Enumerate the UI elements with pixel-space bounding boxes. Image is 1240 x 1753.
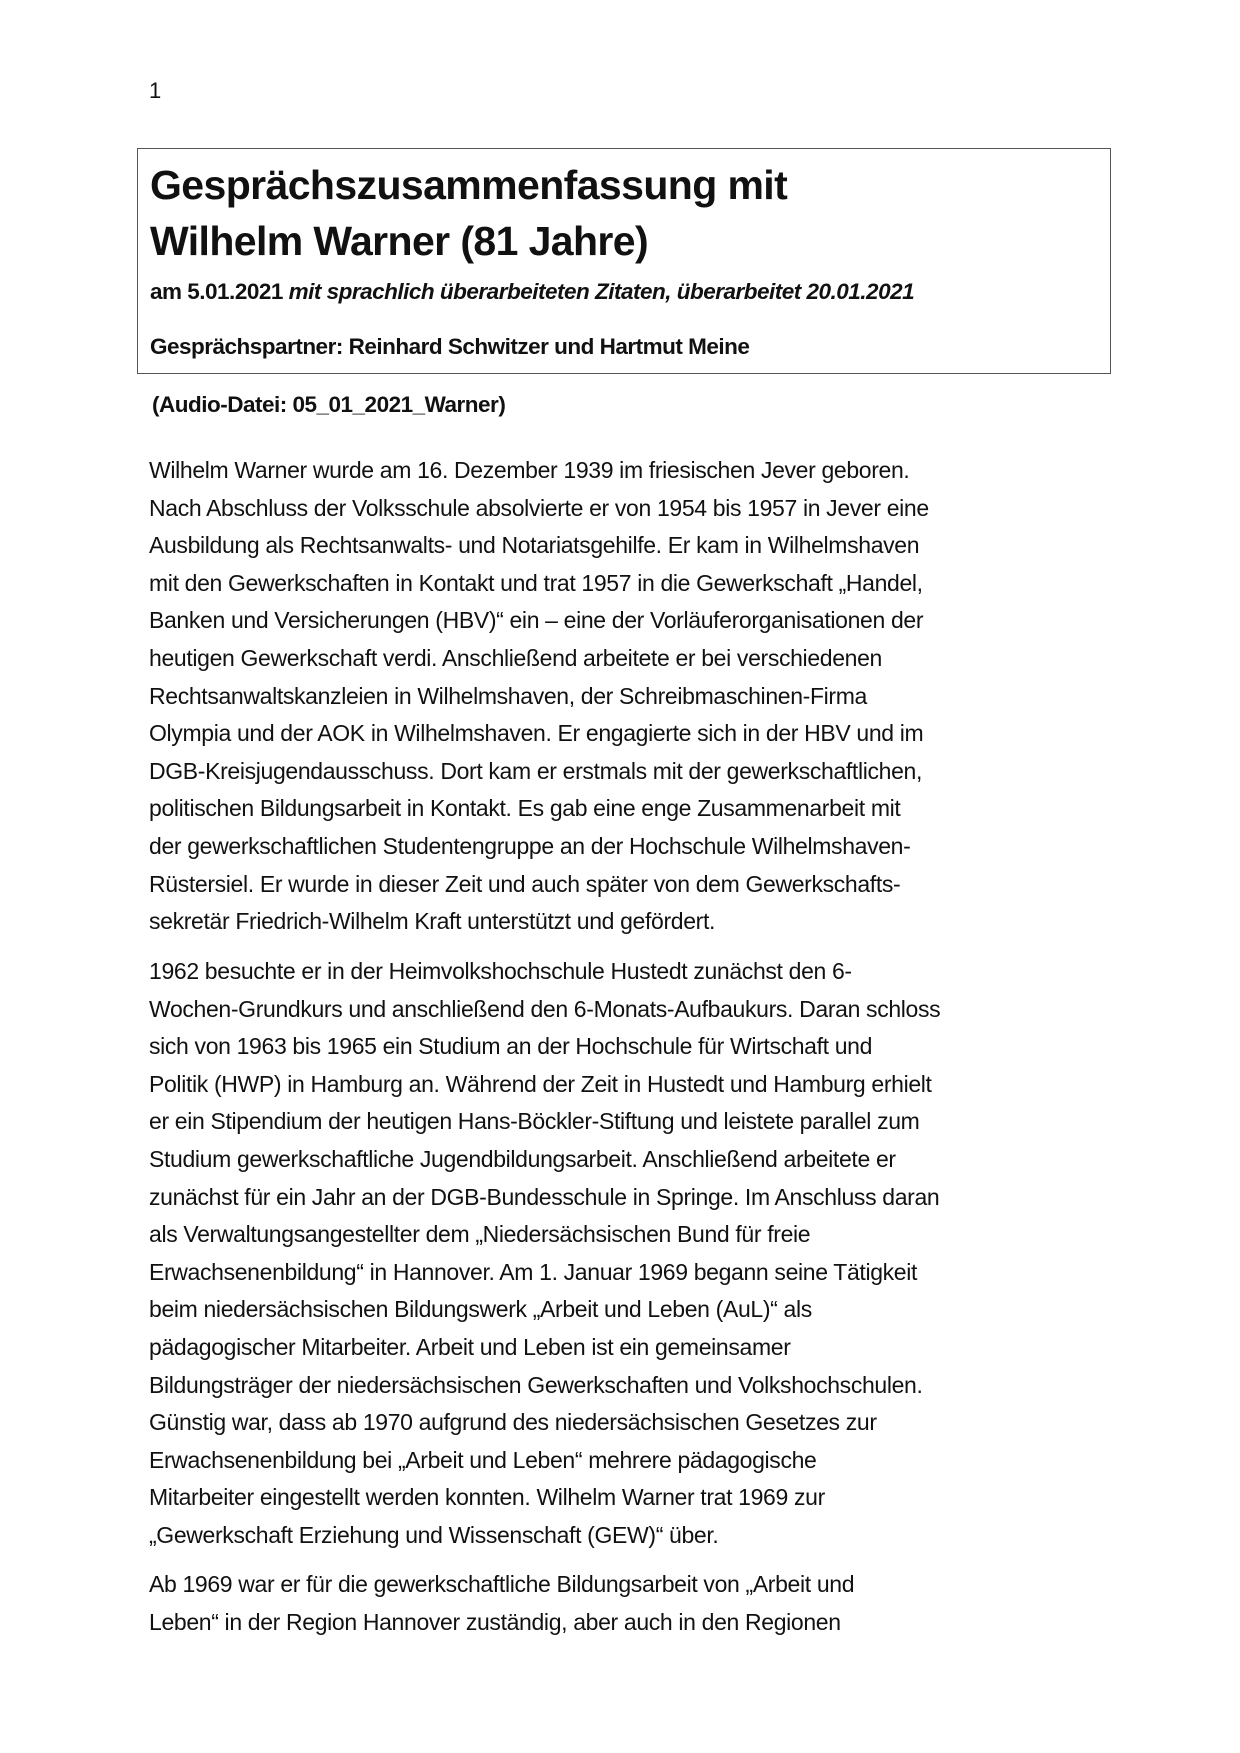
date-line xyxy=(150,279,914,305)
paragraph-line: Erwachsenenbildung bei „Arbeit und Leben“ mehrere pädagogische xyxy=(149,1446,817,1473)
paragraph-line: als Verwaltungsangestellter dem „Niedersächsischen Bund für freie xyxy=(149,1221,811,1248)
paragraph-line: Banken und Versicherungen (HBV)“ ein – eine der Vorläuferorganisationen der xyxy=(149,607,924,634)
paragraph-line: mit den Gewerkschaften in Kontakt und trat 1957 in die Gewerkschaft „Handel, xyxy=(149,569,923,596)
paragraph-line: Rechtsanwaltskanzleien in Wilhelmshaven, der Schreibmaschinen-Firma xyxy=(149,682,867,709)
interview-partners: Gesprächspartner: Reinhard Schwitzer und Hartmut Meine xyxy=(150,334,750,359)
paragraph-line: Günstig war, dass ab 1970 aufgrund des niedersächsischen Gesetzes zur xyxy=(149,1409,877,1436)
paragraph-line: 1962 besuchte er in der Heimvolkshochschule Hustedt zunächst den 6- xyxy=(149,958,852,984)
document-title xyxy=(150,157,787,269)
paragraph-line: sich von 1963 bis 1965 ein Studium an der Hochschule für Wirtschaft und xyxy=(149,1033,873,1060)
paragraph-line: Olympia und der AOK in Wilhelmshaven. Er engagierte sich in der HBV und im xyxy=(149,720,924,747)
date-revision-note: mit sprachlich überarbeiteten Zitaten, überarbeitet 20.01.2021 xyxy=(288,279,915,304)
paragraph-line: Leben“ in der Region Hannover zuständig, aber auch in den Regionen xyxy=(149,1608,841,1635)
title-line-2: Wilhelm Warner (81 Jahre) xyxy=(150,218,649,264)
paragraph-line: Studium gewerkschaftliche Jugendbildungsarbeit. Anschließend arbeitete er xyxy=(149,1145,896,1172)
title-box xyxy=(137,148,1111,374)
paragraph-line: beim niedersächsischen Bildungswerk „Arbeit und Leben (AuL)“ als xyxy=(149,1296,812,1323)
paragraph-line: sekretär Friedrich-Wilhelm Kraft unterstützt und gefördert. xyxy=(149,908,716,935)
paragraph-line: Erwachsenenbildung“ in Hannover. Am 1. Januar 1969 begann seine Tätigkeit xyxy=(149,1258,918,1285)
paragraph-line: heutigen Gewerkschaft verdi. Anschließend arbeitete er bei verschiedenen xyxy=(149,644,882,671)
paragraph-line: DGB-Kreisjugendausschuss. Dort kam er erstmals mit der gewerkschaftlichen, xyxy=(149,757,923,784)
paragraph-line: Nach Abschluss der Volksschule absolvierte er von 1954 bis 1957 in Jever eine xyxy=(149,494,929,521)
paragraph-line: Mitarbeiter eingestellt werden konnten. Wilhelm Warner trat 1969 zur xyxy=(149,1484,825,1511)
title-line-1: Gesprächszusammenfassung mit xyxy=(150,162,788,208)
audio-file-reference: (Audio-Datei: 05_01_2021_Warner) xyxy=(152,392,506,417)
paragraph-line: der gewerkschaftlichen Studentengruppe an der Hochschule Wilhelmshaven- xyxy=(149,832,911,859)
paragraph-line: Wochen-Grundkurs und anschließend den 6-Monats-Aufbaukurs. Daran schloss xyxy=(149,995,941,1022)
paragraph-line: pädagogischer Mitarbeiter. Arbeit und Leben ist ein gemeinsamer xyxy=(149,1333,791,1360)
paragraph-1 xyxy=(149,452,1129,941)
paragraph-line: Rüstersiel. Er wurde in dieser Zeit und auch später von dem Gewerkschafts- xyxy=(149,870,901,897)
page-number: 1 xyxy=(149,78,162,103)
paragraph-line: politischen Bildungsarbeit in Kontakt. Es gab eine enge Zusammenarbeit mit xyxy=(149,795,901,822)
paragraph-line: Bildungsträger der niedersächsischen Gewerkschaften und Volkshochschulen. xyxy=(149,1371,923,1398)
paragraph-line: Ausbildung als Rechtsanwalts- und Notariatsgehilfe. Er kam in Wilhelmshaven xyxy=(149,532,920,559)
paragraph-line: Ab 1969 war er für die gewerkschaftliche Bildungsarbeit von „Arbeit und xyxy=(149,1571,855,1597)
paragraph-line: Politik (HWP) in Hamburg an. Während der Zeit in Hustedt und Hamburg erhielt xyxy=(149,1070,932,1097)
paragraph-line: er ein Stipendium der heutigen Hans-Böckler-Stiftung und leistete parallel zum xyxy=(149,1108,920,1135)
paragraph-3 xyxy=(149,1566,1129,1641)
paragraph-2 xyxy=(149,953,1129,1555)
date-prefix: am 5.01.2021 xyxy=(150,279,289,304)
paragraph-line: „Gewerkschaft Erziehung und Wissenschaft (GEW)“ über. xyxy=(149,1521,719,1548)
paragraph-line: zunächst für ein Jahr an der DGB-Bundesschule in Springe. Im Anschluss daran xyxy=(149,1183,940,1210)
paragraph-line: Wilhelm Warner wurde am 16. Dezember 1939 im friesischen Jever geboren. xyxy=(149,457,910,483)
